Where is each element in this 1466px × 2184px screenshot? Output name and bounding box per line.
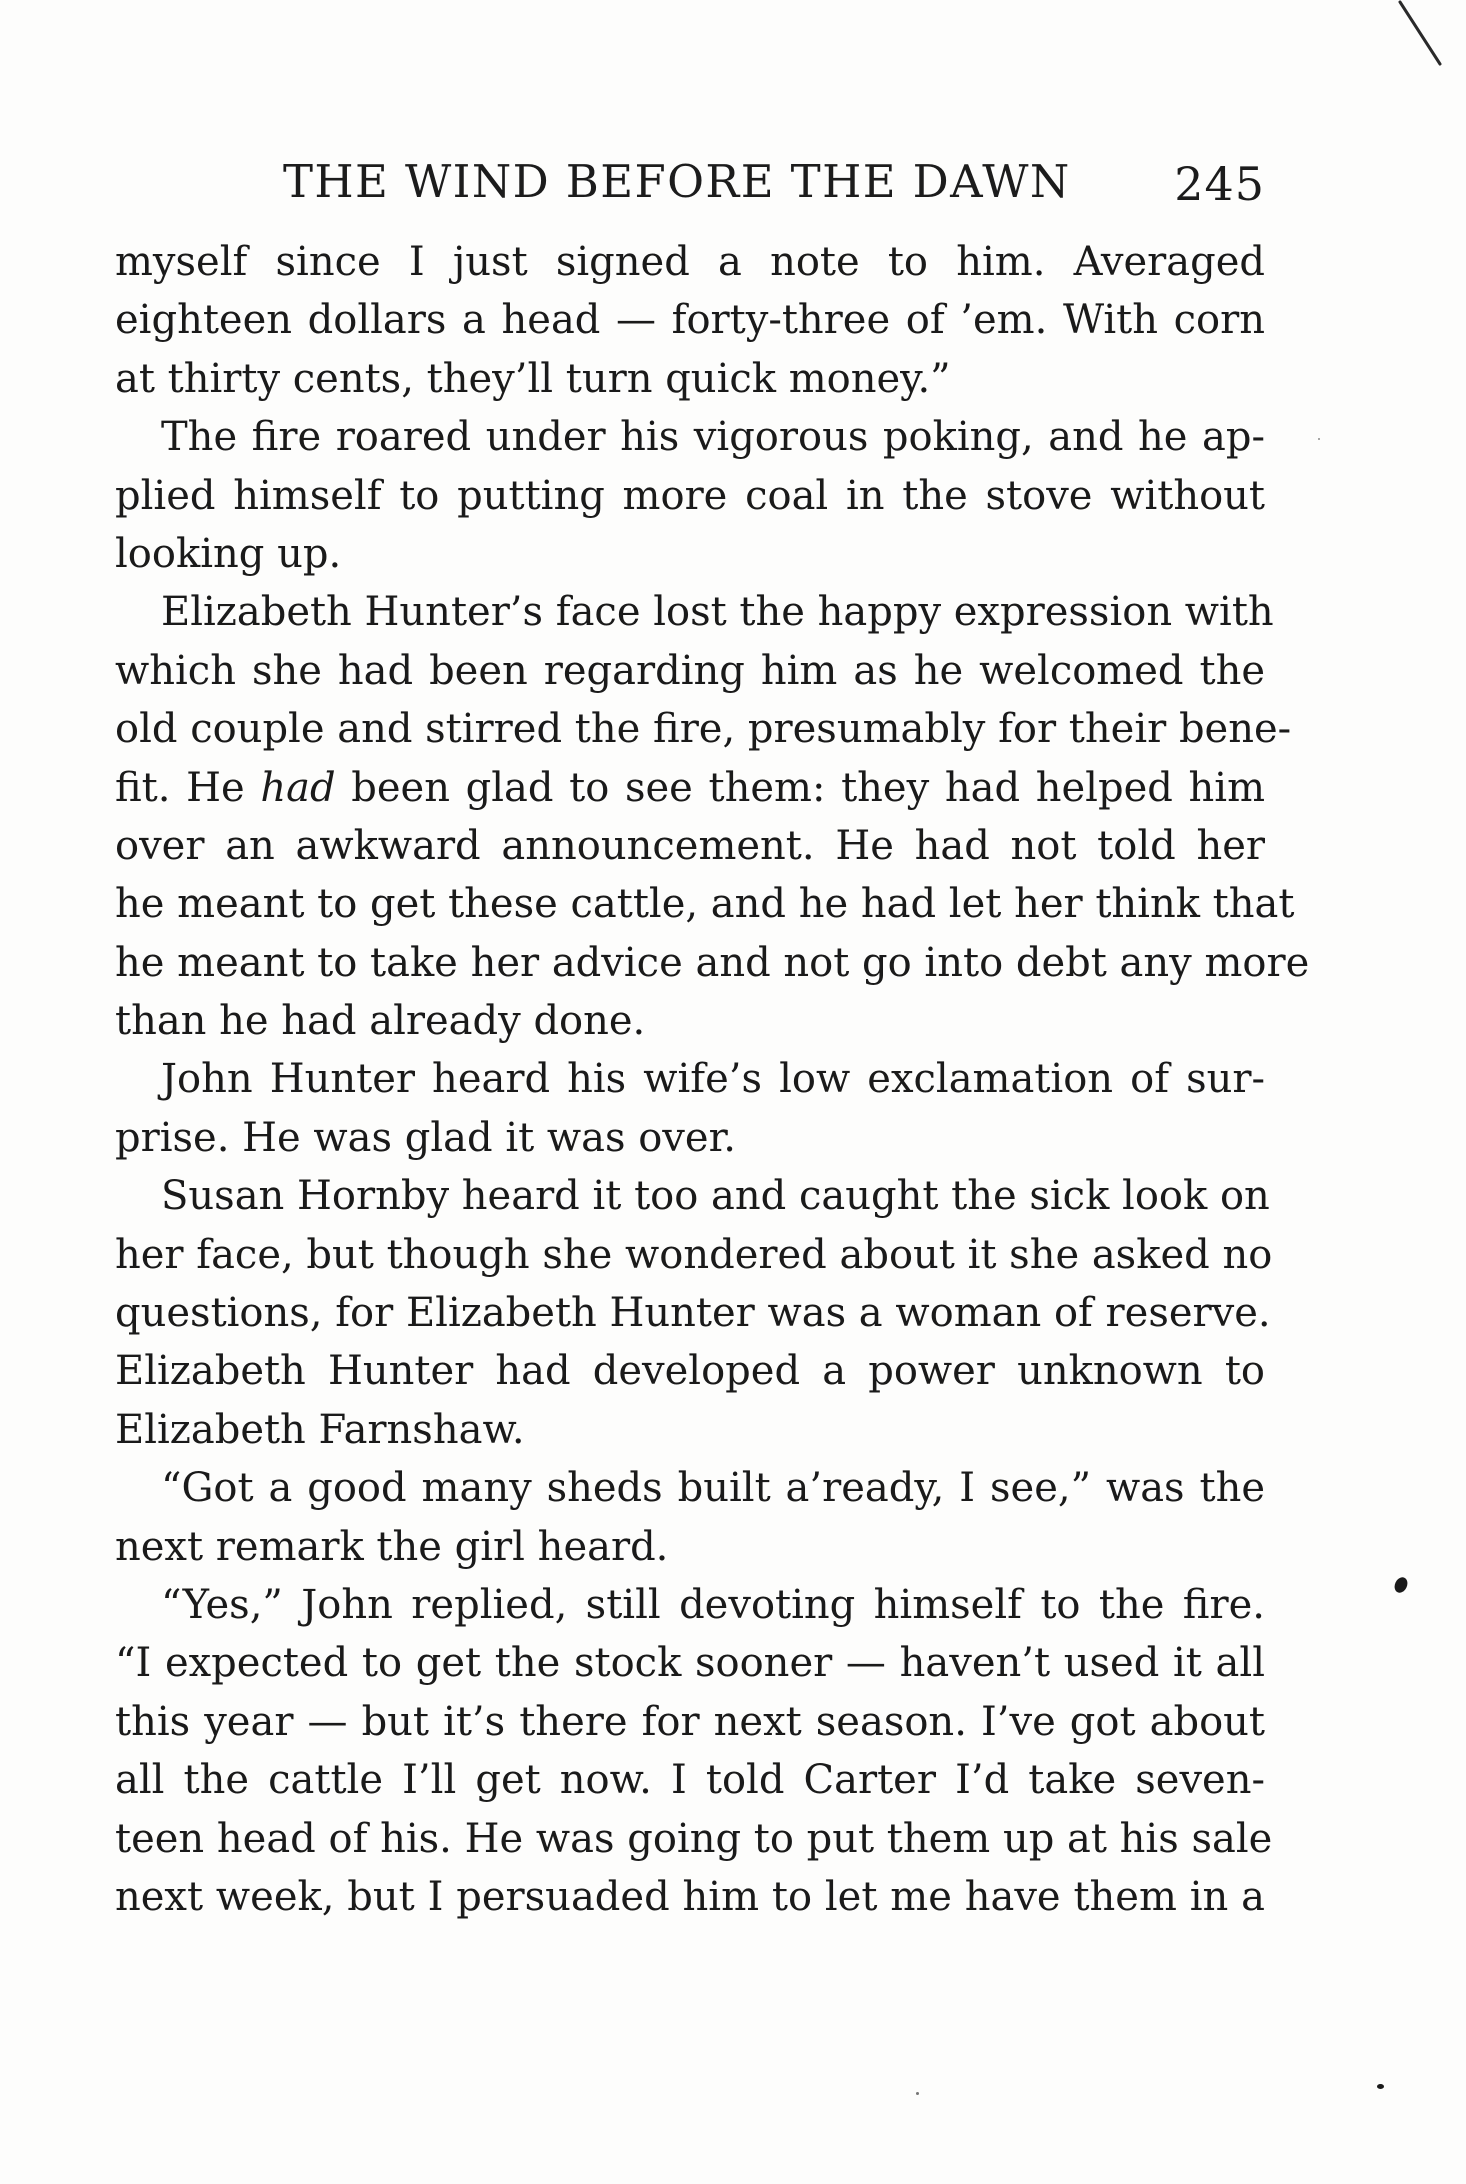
page-number: 245 <box>1174 157 1265 211</box>
text-line: next week, but I persuaded him to let me have them in a <box>115 1873 1265 1920</box>
text-line: next remark the girl heard. <box>115 1523 669 1570</box>
text-line: Elizabeth Hunter’s face lost the happy expression with <box>161 589 1274 636</box>
text-line: Susan Hornby heard it too and caught the sick look on <box>161 1173 1270 1220</box>
ink-speck <box>1377 2084 1384 2089</box>
text-line: teen head of his. He was going to put them up at his sale <box>115 1815 1273 1862</box>
text-line: which she had been regarding him as he welcomed the <box>115 647 1265 694</box>
text-line: he meant to take her advice and not go into debt any more <box>115 939 1310 986</box>
text-line: Elizabeth Hunter had developed a power unknown to <box>115 1348 1265 1395</box>
running-title: THE WIND BEFORE THE DAWN <box>283 155 1071 208</box>
text-segment: been glad to see them: they had helped him <box>335 764 1265 811</box>
text-line: “Yes,” John replied, still devoting himself to the fire. <box>161 1581 1265 1628</box>
text-line: “I expected to get the stock sooner — haven’t used it all <box>115 1640 1265 1687</box>
text-line: at thirty cents, they’ll turn quick money.” <box>115 355 951 402</box>
emphasized-word: had <box>260 764 336 811</box>
text-line: than he had already done. <box>115 998 646 1045</box>
body-text <box>115 233 1310 1926</box>
ink-speck <box>1392 1575 1410 1595</box>
text-line: myself since I just signed a note to him. Averaged <box>115 239 1265 285</box>
text-line: Elizabeth Farnshaw. <box>115 1406 525 1453</box>
text-line: plied himself to putting more coal in the stove without <box>115 472 1265 519</box>
text-line: looking up. <box>115 530 342 577</box>
text-line: all the cattle I’ll get now. I told Carter I’d take seven- <box>115 1757 1265 1804</box>
text-line: her face, but though she wondered about it she asked no <box>115 1231 1273 1278</box>
running-header <box>115 152 1265 212</box>
text-line: “Got a good many sheds built a’ready, I see,” was the <box>161 1465 1265 1512</box>
text-line: John Hunter heard his wife’s low exclamation of sur- <box>161 1056 1265 1103</box>
text-line: old couple and stirred the fire, presumably for their bene- <box>115 706 1292 753</box>
ink-speck <box>1318 438 1320 440</box>
text-line: over an awkward announcement. He had not told her <box>115 822 1265 869</box>
text-line: prise. He was glad it was over. <box>115 1114 737 1161</box>
text-line: he meant to get these cattle, and he had let her think that <box>115 881 1295 928</box>
text-line: The fire roared under his vigorous poking, and he ap- <box>161 414 1265 461</box>
margin-mark-icon <box>1396 0 1446 70</box>
text-segment: fit. He <box>115 764 261 811</box>
ink-speck <box>916 2092 919 2095</box>
text-line: this year — but it’s there for next season. I’ve got about <box>115 1698 1265 1745</box>
text-line: questions, for Elizabeth Hunter was a woman of reserve. <box>115 1290 1271 1337</box>
text-line: eighteen dollars a head — forty-three of ’em. With corn <box>115 297 1265 344</box>
text-line <box>115 759 1265 817</box>
